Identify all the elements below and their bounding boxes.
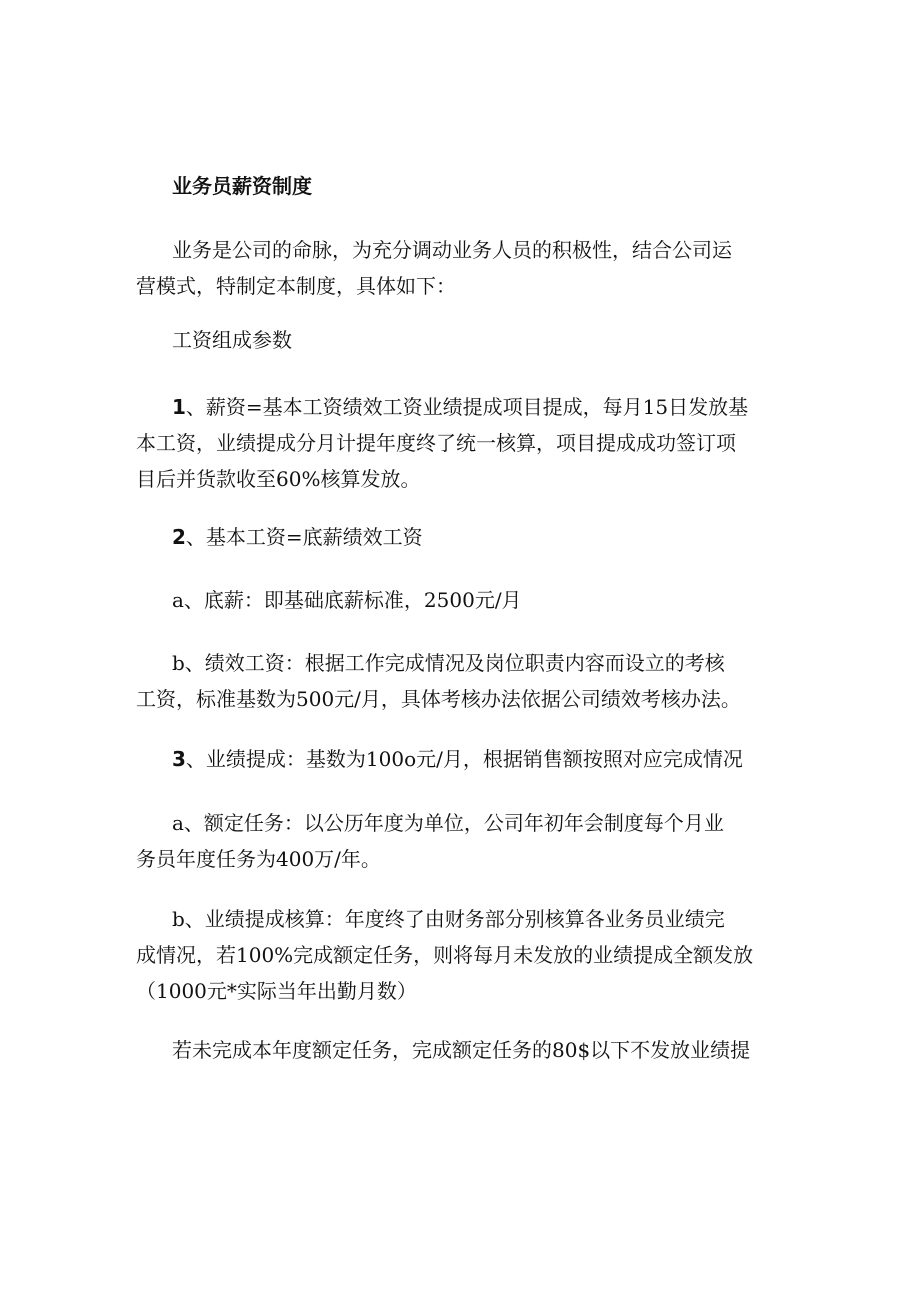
section-heading-text: 工资组成参数 xyxy=(172,328,292,352)
item-1-line-1 xyxy=(136,389,796,425)
item-3-line xyxy=(136,741,796,777)
item-1-number: 1 xyxy=(172,395,186,419)
intro-line-1: 业务是公司的命脉，为充分调动业务人员的积极性，结合公司运 xyxy=(172,238,732,262)
item-3b-line-3: （1000元*实际当年出勤月数） xyxy=(136,979,417,1003)
item-2-paragraph xyxy=(136,519,796,555)
closing-line: 若未完成本年度额定任务，完成额定任务的80$以下不发放业绩提 xyxy=(172,1038,751,1062)
item-3-number: 3 xyxy=(172,747,186,771)
item-3b-line-2: 成情况，若100%完成额定任务，则将每月未发放的业绩提成全额发放 xyxy=(136,943,754,967)
item-2b-paragraph xyxy=(136,645,796,717)
item-2-line xyxy=(136,519,796,555)
item-3a-line-1: a、额定任务：以公历年度为单位，公司年初年会制度每个月业 xyxy=(172,811,724,835)
item-2b-line-2: 工资，标准基数为500元/月，具体考核办法依据公司绩效考核办法。 xyxy=(136,687,741,711)
item-3b-paragraph xyxy=(136,901,796,1009)
intro-line-2: 营模式，特制定本制度，具体如下： xyxy=(136,274,456,298)
item-3a-paragraph xyxy=(136,805,796,877)
item-1-line-3: 目后并货款收至60%核算发放。 xyxy=(136,467,421,491)
section-heading xyxy=(136,322,796,358)
item-3a-line-2: 务员年度任务为400万/年。 xyxy=(136,847,381,871)
item-2a-paragraph xyxy=(136,582,796,618)
item-1-paragraph xyxy=(136,389,796,497)
closing-paragraph xyxy=(136,1032,796,1068)
item-3-text: 、业绩提成：基数为100o元/月，根据销售额按照对应完成情况 xyxy=(185,747,743,771)
item-2b-line-1: b、绩效工资：根据工作完成情况及岗位职责内容而设立的考核 xyxy=(172,651,725,675)
item-3-paragraph xyxy=(136,741,796,777)
document-title: 业务员薪资制度 xyxy=(172,174,312,198)
item-1-line-2: 本工资，业绩提成分月计提年度终了统一核算，项目提成成功签订项 xyxy=(136,431,736,455)
item-1-text: 、薪资=基本工资绩效工资业绩提成项目提成，每月15日发放基 xyxy=(185,395,749,419)
intro-paragraph xyxy=(136,232,796,304)
item-3b-line-1: b、业绩提成核算：年度终了由财务部分别核算各业务员业绩完 xyxy=(172,907,725,931)
item-2-text: 、基本工资=底薪绩效工资 xyxy=(185,525,423,549)
item-2a-line: a、底薪：即基础底薪标准，2500元/月 xyxy=(172,588,522,612)
item-2-number: 2 xyxy=(172,525,186,549)
